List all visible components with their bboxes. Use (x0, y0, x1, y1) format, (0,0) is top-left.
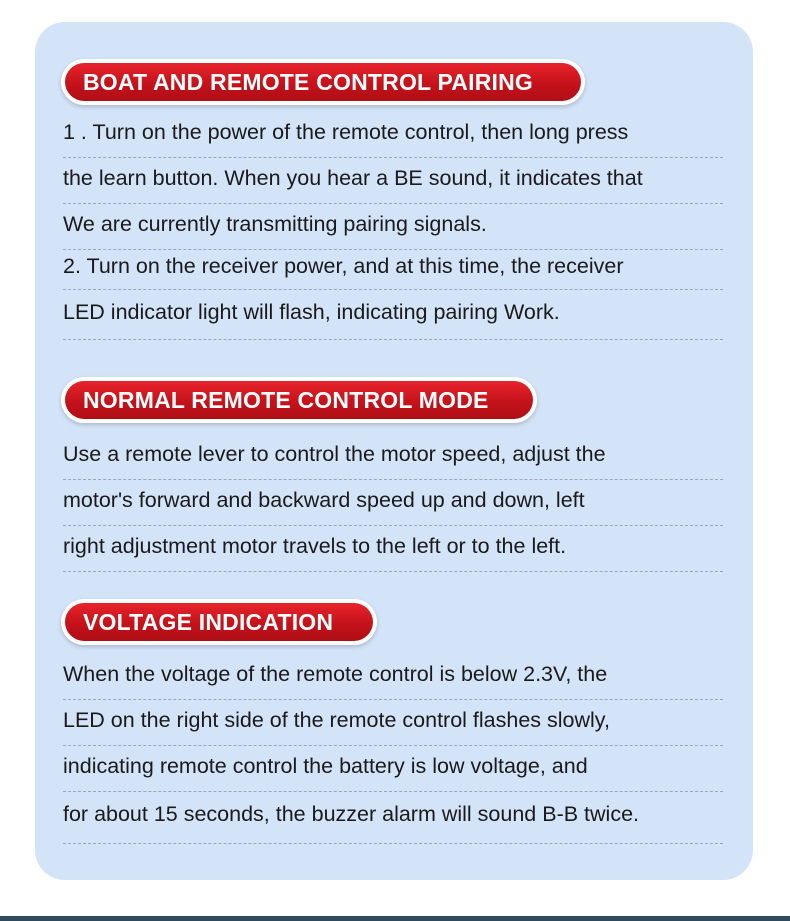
content-panel (35, 22, 753, 880)
voltage-line-1: When the voltage of the remote control is below 2.3V, the (63, 654, 723, 700)
section-title-voltage (61, 599, 377, 645)
bottom-divider (0, 916, 790, 921)
pairing-line-4: 2. Turn on the receiver power, and at this time, the receiver (63, 246, 723, 290)
voltage-line-4: for about 15 seconds, the buzzer alarm will sound B-B twice. (63, 794, 723, 844)
section-title-voltage-label: VOLTAGE INDICATION (65, 603, 373, 641)
voltage-line-2: LED on the right side of the remote control flashes slowly, (63, 700, 723, 746)
section-title-pairing (61, 59, 585, 105)
pairing-line-2: the learn button. When you hear a BE sound, it indicates that (63, 158, 723, 204)
pairing-line-3: We are currently transmitting pairing signals. (63, 204, 723, 250)
section-title-normal-mode (61, 377, 537, 423)
pairing-line-5: LED indicator light will flash, indicating pairing Work. (63, 292, 723, 340)
normal-mode-line-3: right adjustment motor travels to the left or to the left. (63, 526, 723, 572)
pairing-line-1: 1 . Turn on the power of the remote control, then long press (63, 112, 723, 158)
section-title-pairing-label: BOAT AND REMOTE CONTROL PAIRING (65, 63, 581, 101)
voltage-line-3: indicating remote control the battery is low voltage, and (63, 746, 723, 792)
section-title-normal-mode-label: NORMAL REMOTE CONTROL MODE (65, 381, 533, 419)
normal-mode-line-1: Use a remote lever to control the motor speed, adjust the (63, 434, 723, 480)
normal-mode-line-2: motor's forward and backward speed up and down, left (63, 480, 723, 526)
